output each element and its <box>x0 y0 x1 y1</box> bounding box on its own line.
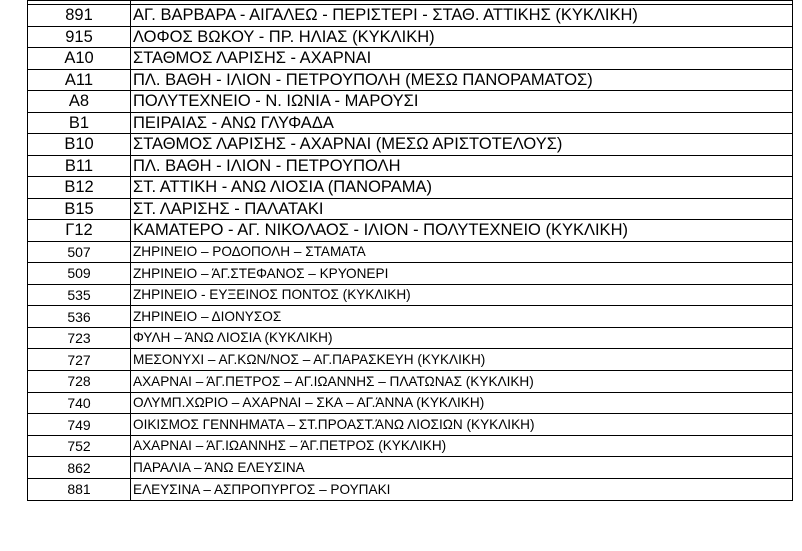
route-code-cell: 749 <box>28 414 131 436</box>
table-row <box>28 284 793 306</box>
route-description-cell: ΑΓ. ΒΑΡΒΑΡΑ - ΑΙΓΑΛΕΩ - ΠΕΡΙΣΤΕΡΙ - ΣΤΑΘ. ΑΤΤΙΚΗΣ (ΚΥΚΛΙΚΗ) <box>131 5 793 27</box>
route-code-cell: Β12 <box>28 177 131 199</box>
route-code-cell: 507 <box>28 241 131 263</box>
route-code-cell: Β15 <box>28 198 131 220</box>
route-description-cell: ΖΗΡΙΝΕΙΟ – ΡΟΔΟΠΟΛΗ – ΣΤΑΜΑΤΑ <box>131 241 793 263</box>
table-row <box>28 327 793 349</box>
route-description-cell: ΑΧΑΡΝΑΙ – ΆΓ.ΠΕΤΡΟΣ – ΑΓ.ΙΩΑΝΝΗΣ – ΠΛΑΤΩΝΑΣ (ΚΥΚΛΙΚΗ) <box>131 371 793 393</box>
route-description-cell: ΜΕΣΟΝΥΧΙ – ΑΓ.ΚΩΝ/ΝΟΣ – ΑΓ.ΠΑΡΑΣΚΕΥΗ (ΚΥΚΛΙΚΗ) <box>131 349 793 371</box>
table-row <box>28 198 793 220</box>
table-row <box>28 306 793 328</box>
route-code-cell: 740 <box>28 392 131 414</box>
route-description-cell: ΖΗΡΙΝΕΙΟ – ΔΙΟΝΥΣΟΣ <box>131 306 793 328</box>
table-row <box>28 392 793 414</box>
table-row <box>28 479 793 501</box>
route-code-cell: Α11 <box>28 69 131 91</box>
table-row <box>28 457 793 479</box>
route-description-cell: ΖΗΡΙΝΕΙΟ – ΆΓ.ΣΤΕΦΑΝΟΣ – ΚΡΥΟΝΕΡΙ <box>131 263 793 285</box>
route-code-cell: 915 <box>28 26 131 48</box>
route-code-cell: 862 <box>28 457 131 479</box>
table-row <box>28 371 793 393</box>
route-code-cell: Β11 <box>28 155 131 177</box>
table-row <box>28 5 793 27</box>
routes-sheet <box>27 0 793 501</box>
route-code-cell: Β10 <box>28 134 131 156</box>
table-row <box>28 112 793 134</box>
route-description-cell: ΠΟΛΥΤΕΧΝΕΙΟ - Ν. ΙΩΝΙΑ - ΜΑΡΟΥΣΙ <box>131 91 793 113</box>
table-row <box>28 48 793 70</box>
route-description-cell: ΟΛΥΜΠ.ΧΩΡΙΟ – ΑΧΑΡΝΑΙ – ΣΚΑ – ΑΓ.ΆΝΝΑ (ΚΥΚΛΙΚΗ) <box>131 392 793 414</box>
route-description-cell: ΠΕΙΡΑΙΑΣ - ΑΝΩ ΓΛΥΦΑΔΑ <box>131 112 793 134</box>
route-code-cell: 723 <box>28 327 131 349</box>
table-row <box>28 91 793 113</box>
table-row <box>28 69 793 91</box>
route-code-cell: Α8 <box>28 91 131 113</box>
table-row <box>28 241 793 263</box>
route-code-cell: 509 <box>28 263 131 285</box>
routes-table <box>27 0 793 501</box>
table-row <box>28 349 793 371</box>
route-description-cell: ΠΛ. ΒΑΘΗ - ΙΛΙΟΝ - ΠΕΤΡΟΥΠΟΛΗ (ΜΕΣΩ ΠΑΝΟΡΑΜΑΤΟΣ) <box>131 69 793 91</box>
route-code-cell: 536 <box>28 306 131 328</box>
route-description-cell: ΕΛΕΥΣΙΝΑ – ΑΣΠΡΟΠΥΡΓΟΣ – ΡΟΥΠΑΚΙ <box>131 479 793 501</box>
route-code-cell: 881 <box>28 479 131 501</box>
route-code-cell: 752 <box>28 435 131 457</box>
route-description-cell: ΣΤΑΘΜΟΣ ΛΑΡΙΣΗΣ - ΑΧΑΡΝΑΙ (ΜΕΣΩ ΑΡΙΣΤΟΤΕΛΟΥΣ) <box>131 134 793 156</box>
route-code-cell: Γ12 <box>28 220 131 242</box>
route-code-cell: 727 <box>28 349 131 371</box>
table-row <box>28 155 793 177</box>
route-code-cell: Β1 <box>28 112 131 134</box>
route-description-cell: ΛΟΦΟΣ ΒΩΚΟΥ - ΠΡ. ΗΛΙΑΣ (ΚΥΚΛΙΚΗ) <box>131 26 793 48</box>
route-description-cell: ΖΗΡΙΝΕΙΟ - ΕΥΞΕΙΝΟΣ ΠΟΝΤΟΣ (ΚΥΚΛΙΚΗ) <box>131 284 793 306</box>
route-description-cell: ΠΑΡΑΛΙΑ – ΆΝΩ ΕΛΕΥΣΙΝΑ <box>131 457 793 479</box>
table-row <box>28 220 793 242</box>
route-code-cell: 535 <box>28 284 131 306</box>
route-description-cell: ΟΙΚΙΣΜΟΣ ΓΕΝΝΗΜΑΤΑ – ΣΤ.ΠΡΟΑΣΤ.ΆΝΩ ΛΙΟΣΙΩΝ (ΚΥΚΛΙΚΗ) <box>131 414 793 436</box>
route-description-cell: ΣΤΑΘΜΟΣ ΛΑΡΙΣΗΣ - ΑΧΑΡΝΑΙ <box>131 48 793 70</box>
route-description-cell: ΠΛ. ΒΑΘΗ - ΙΛΙΟΝ - ΠΕΤΡΟΥΠΟΛΗ <box>131 155 793 177</box>
route-description-cell: ΣΤ. ΑΤΤΙΚΗ - ΑΝΩ ΛΙΟΣΙΑ (ΠΑΝΟΡΑΜΑ) <box>131 177 793 199</box>
route-code-cell: Α10 <box>28 48 131 70</box>
table-row <box>28 26 793 48</box>
route-description-cell: ΚΑΜΑΤΕΡΟ - ΑΓ. ΝΙΚΟΛΑΟΣ - ΙΛΙΟΝ - ΠΟΛΥΤΕΧΝΕΙΟ (ΚΥΚΛΙΚΗ) <box>131 220 793 242</box>
route-code-cell: 728 <box>28 371 131 393</box>
table-row <box>28 414 793 436</box>
route-description-cell: ΣΤ. ΛΑΡΙΣΗΣ - ΠΑΛΑΤΑΚΙ <box>131 198 793 220</box>
route-code-cell: 891 <box>28 5 131 27</box>
route-description-cell: ΦΥΛΗ – ΆΝΩ ΛΙΟΣΙΑ (ΚΥΚΛΙΚΗ) <box>131 327 793 349</box>
table-row <box>28 134 793 156</box>
table-row <box>28 177 793 199</box>
route-description-cell: ΑΧΑΡΝΑΙ – ΆΓ.ΙΩΑΝΝΗΣ – ΆΓ.ΠΕΤΡΟΣ (ΚΥΚΛΙΚΗ) <box>131 435 793 457</box>
table-row <box>28 435 793 457</box>
table-row <box>28 263 793 285</box>
